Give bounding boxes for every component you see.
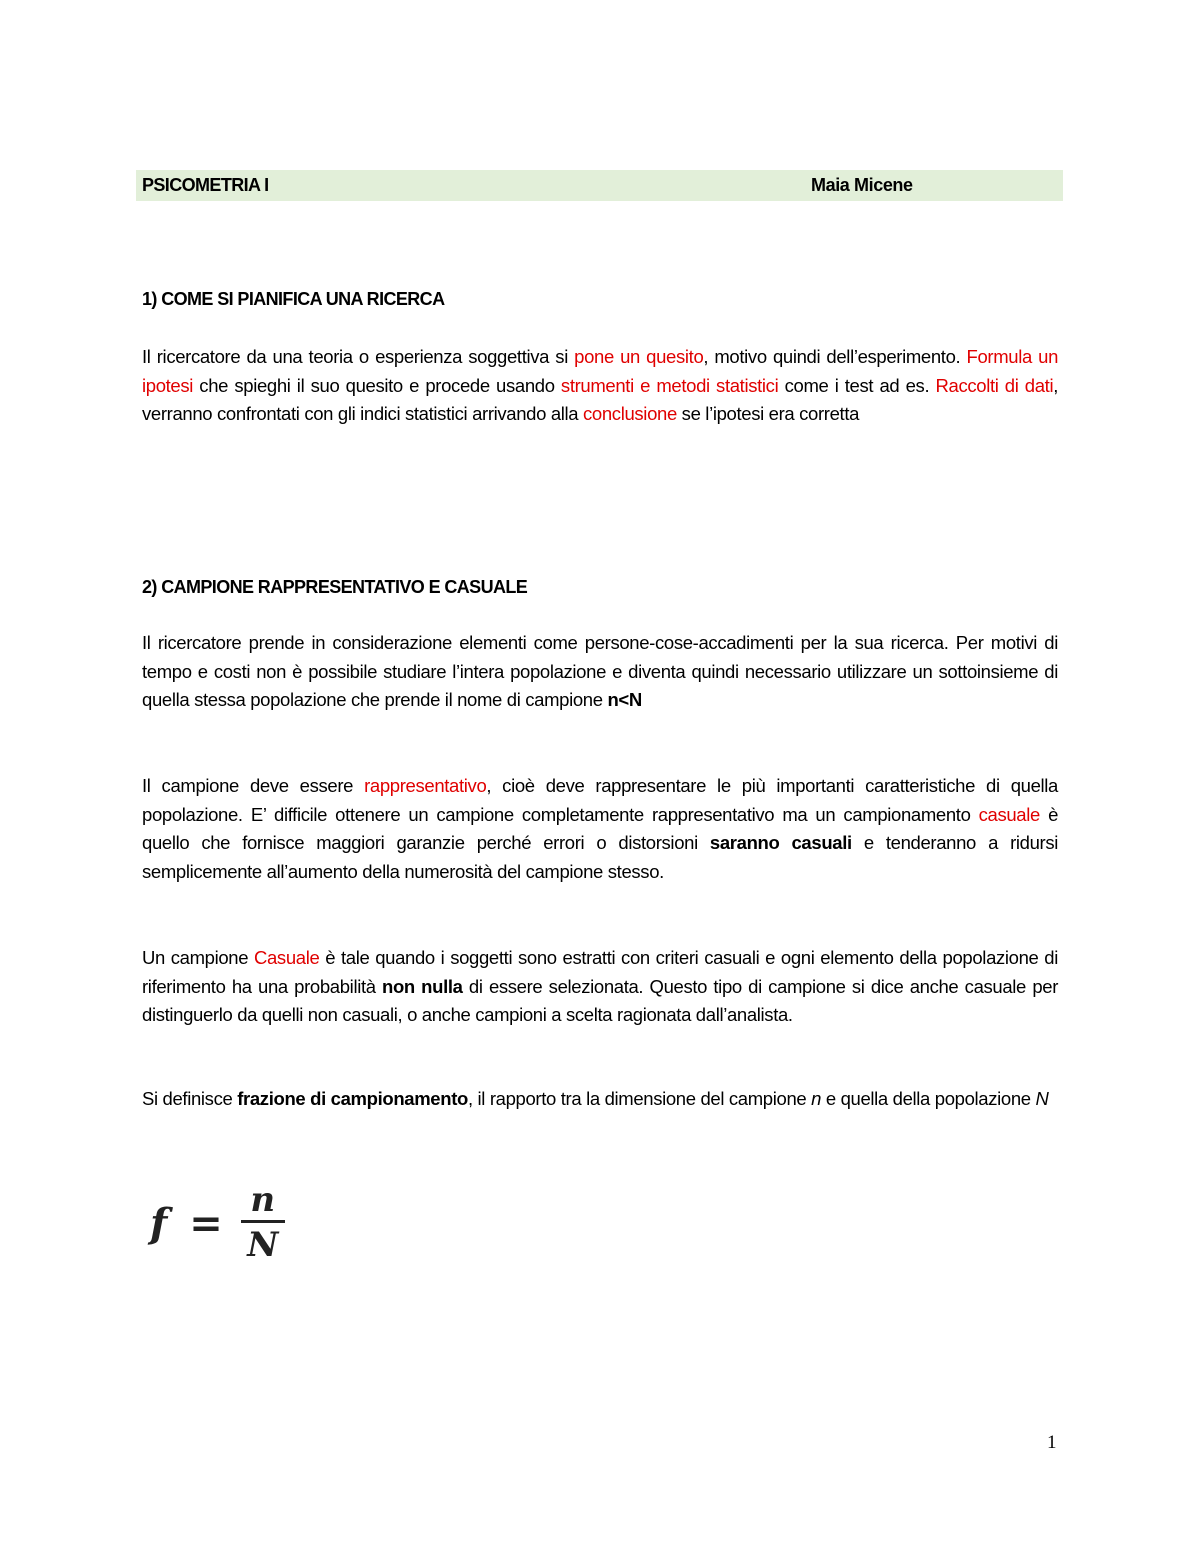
document-header xyxy=(136,170,1063,201)
formula-denominator: N xyxy=(247,1225,279,1265)
italic-text: n xyxy=(811,1088,822,1109)
paragraph xyxy=(142,944,1058,1030)
highlighted-text: Raccolti di dati xyxy=(935,374,1054,396)
paragraph xyxy=(142,629,1058,715)
text-segment: se l’ipotesi era corretta xyxy=(676,403,860,425)
text-segment: e quella della popolazione xyxy=(821,1088,1036,1109)
paragraph xyxy=(142,772,1058,887)
formula-lhs: f xyxy=(150,1200,168,1247)
text-segment: è quello che fornisce maggiori garanzie perché errori o distorsioni xyxy=(142,803,1059,854)
highlighted-text: pone un quesito xyxy=(574,346,704,367)
text-segment: e tenderanno a ridursi semplicemente all’aumento della numerosità del campione stesso. xyxy=(142,832,1058,883)
text-segment: , verranno confrontati con gli indici statistici arrivando alla xyxy=(142,374,1059,425)
text-segment: di essere selezionata. Questo tipo di campione si dice anche casuale per distinguerlo da quelli non casuali, o anche campioni a scelta ragionata dall’analista. xyxy=(142,975,1059,1026)
text-segment: Il ricercatore da una teoria o esperienza soggettiva si xyxy=(142,346,575,367)
text-segment: , cioè deve rappresentare le più importanti caratteristiche di quella popolazione. E’ difficile ottenere un campione completamente rappresentativo ma un campionamento xyxy=(142,775,1058,825)
bold-text: non nulla xyxy=(382,975,463,997)
formula-numerator: n xyxy=(250,1180,276,1220)
paragraph xyxy=(142,343,1058,429)
highlighted-text: conclusione xyxy=(583,403,677,425)
highlighted-text: strumenti e metodi statistici xyxy=(560,374,779,396)
text-segment: è tale quando i soggetti sono estratti con criteri casuali e ogni elemento della popolazione di riferimento ha una probabilità xyxy=(142,947,1058,997)
page-number: 1 xyxy=(1047,1432,1057,1453)
section-heading: 1) COME SI PIANIFICA UNA RICERCA xyxy=(142,289,445,309)
highlighted-text: Formula un ipotesi xyxy=(142,346,1059,396)
text-segment: come i test ad es. xyxy=(778,374,936,396)
highlighted-text: Casuale xyxy=(253,947,320,968)
paragraph xyxy=(142,1085,1058,1114)
text-segment: , motivo quindi dell’esperimento. xyxy=(703,346,967,367)
formula-fraction xyxy=(241,1180,285,1267)
section-heading: 2) CAMPIONE RAPPRESENTATIVO E CASUALE xyxy=(142,577,528,597)
bold-text: saranno casuali xyxy=(709,832,852,854)
text-segment: che spieghi il suo quesito e procede usando xyxy=(193,374,561,396)
text-segment: Si definisce xyxy=(142,1088,238,1109)
text-segment: , il rapporto tra la dimensione del campione xyxy=(467,1088,812,1109)
header-title: PSICOMETRIA I xyxy=(142,175,269,195)
formula-equals: = xyxy=(189,1200,223,1247)
header-author: Maia Micene xyxy=(811,175,913,195)
sampling-fraction-formula xyxy=(150,1180,285,1267)
italic-text: N xyxy=(1035,1088,1049,1109)
text-segment: Il ricercatore prende in considerazione elementi come persone-cose-accadimenti per la sua ricerca. Per motivi di tempo e costi non è possibile studiare l’intera popolazione e diventa quindi necessario utilizzare un sottoinsieme di quella stessa popolazione che prende il nome di campione xyxy=(142,632,1058,711)
bold-text: frazione di campionamento xyxy=(237,1088,468,1109)
text-segment: Un campione xyxy=(142,947,254,968)
text-segment: Il campione deve essere xyxy=(142,775,365,796)
bold-text: n<N xyxy=(607,689,642,711)
highlighted-text: rappresentativo xyxy=(364,775,487,796)
highlighted-text: casuale xyxy=(978,803,1040,825)
